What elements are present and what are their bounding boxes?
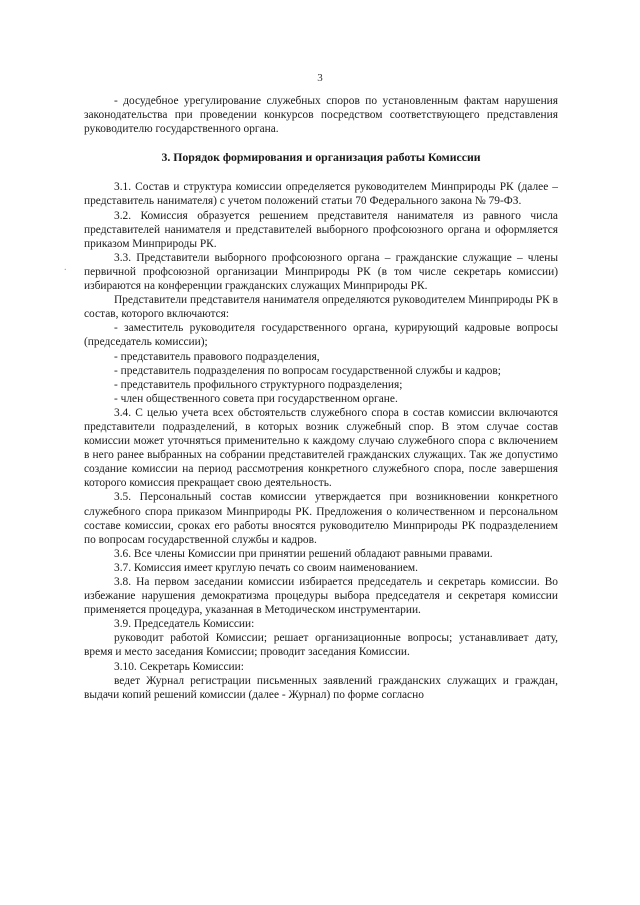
paragraph: 3.5. Персональный состав комиссии утверждается при возникновении конкретного служебного спора приказом Минприроды РК. Предложения о количественном и персональном составе комиссии, сроках его работы вносятся руководителю Минприроды РК подразделением по вопросам государственной службы и кадров. (84, 491, 558, 546)
paragraph: 3.4. С целью учета всех обстоятельств служебного спора в состав комиссии включаются представители подразделений, в которых возник служебный спор. В этом случае состав комиссии может уточняться применительно к каждому случаю служебного спора с включением в него ранее выбранных на собрании представителей гражданских служащих. Так же допустимо создание комиссии на период рассмотрения конкретного служебного спора, после завершения которого комиссия прекращает свою деятельность. (84, 406, 558, 490)
section-heading: 3. Порядок формирования и организация работы Комиссии (161, 150, 481, 165)
paragraph: - представитель подразделения по вопросам государственной службы и кадров; (114, 364, 501, 377)
paragraph: 3.8. На первом заседании комиссии избирается председатель и секретарь комиссии. Во избежание нарушения демократизма процедуры выбора председателя и секретаря комиссии применяется процедура, указанная в Методическом инструментарии. (84, 576, 558, 617)
paragraph: руководит работой Комиссии; решает организационные вопросы; устанавливает дату, время и место заседания Комиссии; проводит заседания Комиссии. (84, 632, 558, 659)
margin-mark: . (64, 262, 67, 273)
paragraph-list (84, 180, 558, 701)
paragraph: 3.1. Состав и структура комиссии определяется руководителем Минприроды РК (далее – представитель нанимателя) с учетом положений статьи 70 Федерального закона № 79-ФЗ. (84, 181, 558, 208)
paragraph-intro: - досудебное урегулирование служебных споров по установленным фактам нарушения законодательства при проведении конкурсов посредством соответствующего представления руководителю государственного органа. (84, 95, 558, 136)
paragraph: 3.2. Комиссия образуется решением представителя нанимателя из равного числа представителей нанимателя и представителей выборного профсоюзного органа и оформляется приказом Минприроды РК. (84, 209, 558, 250)
paragraph: 3.9. Председатель Комиссии: (114, 618, 255, 631)
paragraph: 3.10. Секретарь Комиссии: (114, 660, 244, 673)
paragraph: - член общественного совета при государственном органе. (114, 392, 398, 405)
document-body (84, 94, 558, 702)
paragraph: Представители представителя нанимателя определяются руководителем Минприроды РК в состав, которого включаются: (84, 294, 558, 321)
paragraph: 3.3. Представители выборного профсоюзного органа – гражданские служащие – члены первичной профсоюзной организации Минприроды РК (в том числе секретарь комиссии) избираются на конференции гражданских служащих Минприроды РК. (84, 251, 558, 293)
paragraph: 3.7. Комиссия имеет круглую печать со своим наименованием. (114, 561, 418, 574)
page-number: 3 (317, 72, 323, 84)
paragraph: ведет Журнал регистрации письменных заявлений гражданских служащих и граждан, выдачи копий решений комиссии (далее - Журнал) по форме согласно (84, 674, 558, 701)
paragraph: 3.6. Все члены Комиссии при принятии решений обладают равными правами. (114, 547, 493, 560)
paragraph: - представитель профильного структурного подразделения; (114, 378, 403, 391)
paragraph: - заместитель руководителя государственного органа, курирующий кадровые вопросы (председатель комиссии); (84, 322, 558, 349)
paragraph: - представитель правового подразделения, (114, 350, 320, 363)
